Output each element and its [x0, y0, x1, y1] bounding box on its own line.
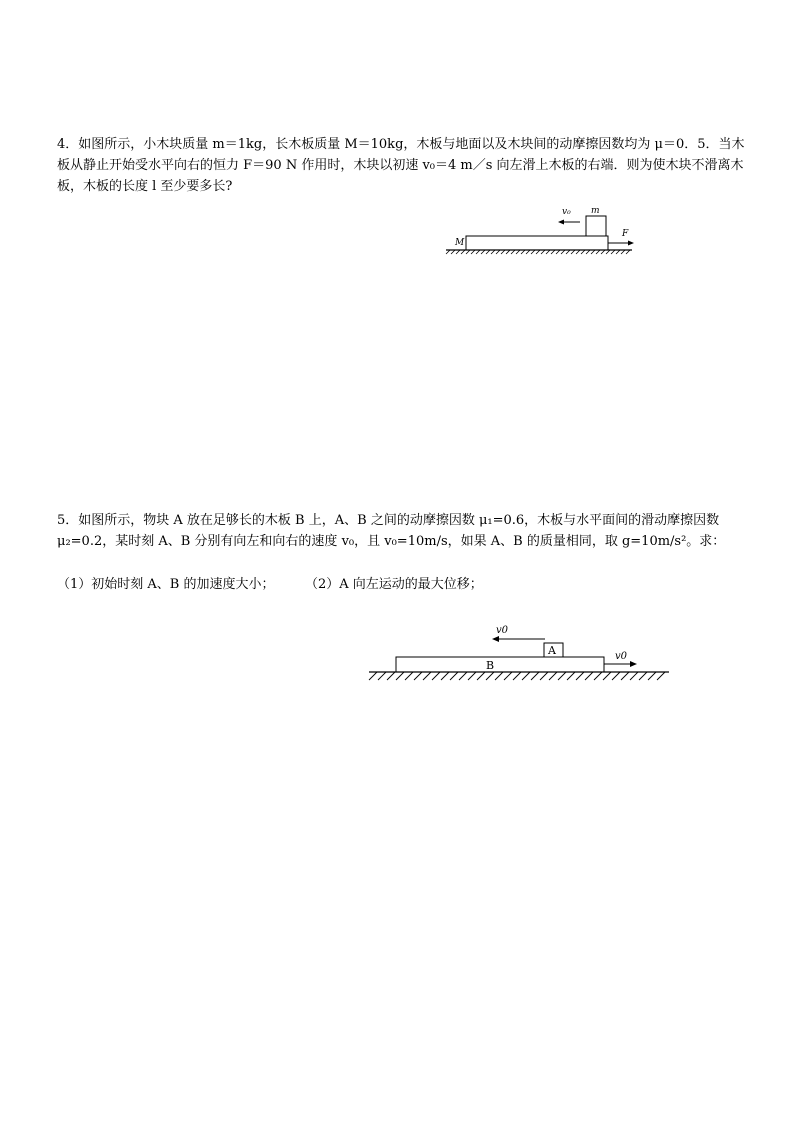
hatch-line — [576, 250, 580, 254]
label-F: F — [622, 229, 629, 239]
hatch-line — [556, 250, 560, 254]
hatch-line — [540, 672, 548, 680]
hatch-line — [621, 672, 629, 680]
hatch-line — [585, 672, 593, 680]
hatch-line — [521, 250, 525, 254]
small-block-m — [586, 216, 606, 236]
label-M: M — [455, 238, 465, 248]
hatch-line — [571, 250, 575, 254]
hatch-line — [471, 250, 475, 254]
hatch-line — [546, 250, 550, 254]
hatch-line — [513, 672, 521, 680]
hatch-line — [423, 672, 431, 680]
hatch-line — [459, 672, 467, 680]
hatch-line — [612, 672, 620, 680]
hatch-line — [596, 250, 600, 254]
hatch-line — [606, 250, 610, 254]
hatch-line — [486, 672, 494, 680]
force-arrow-F — [608, 241, 634, 246]
hatch-line — [511, 250, 515, 254]
long-board-M — [466, 236, 608, 250]
hatch-line — [396, 672, 404, 680]
label-m: m — [591, 206, 600, 216]
board-B — [396, 657, 604, 672]
hatch-line — [531, 672, 539, 680]
question-4-text: 4．如图所示，小木块质量 m＝1kg，长木板质量 M＝10kg，木板与地面以及木块间的动摩擦因数均为 μ＝0．5．当木板从静止开始受水平向右的恒力 F＝90 N 作用时，木块以初速 v₀＝4 m／s 向左滑上木板的右端．则为使木块不滑离木板，木板的长度 l 至少要多长? — [57, 137, 745, 194]
label-B: B — [486, 659, 495, 672]
hatch-line — [603, 672, 611, 680]
hatch-line — [639, 672, 647, 680]
question-4-figure — [440, 200, 640, 260]
hatch-line — [378, 672, 386, 680]
label-v0-left: v0 — [496, 625, 509, 636]
hatch-line — [369, 672, 377, 680]
hatch-line — [581, 250, 585, 254]
hatch-line — [481, 250, 485, 254]
ground-hatching — [446, 250, 632, 254]
hatch-line — [616, 250, 620, 254]
hatch-line — [586, 250, 590, 254]
hatch-line — [486, 250, 490, 254]
hatch-line — [630, 672, 638, 680]
hatch-line — [522, 672, 530, 680]
sub-question-2: （2）A 向左运动的最大位移； — [305, 577, 483, 592]
label-v0-right: v0 — [615, 651, 628, 662]
hatch-line — [567, 672, 575, 680]
hatch-line — [461, 250, 465, 254]
hatch-line — [576, 672, 584, 680]
hatch-line — [549, 672, 557, 680]
hatch-line — [541, 250, 545, 254]
hatch-line — [450, 672, 458, 680]
hatch-line — [551, 250, 555, 254]
hatch-line — [526, 250, 530, 254]
hatch-line — [611, 250, 615, 254]
sub-question-1: （1）初始时刻 A、B 的加速度大小； — [57, 577, 275, 592]
hatch-line — [601, 250, 605, 254]
hatch-line — [491, 250, 495, 254]
hatch-line — [531, 250, 535, 254]
hatch-line — [657, 672, 665, 680]
hatch-line — [506, 250, 510, 254]
label-A: A — [548, 644, 556, 657]
hatch-line — [626, 250, 630, 254]
hatch-line — [501, 250, 505, 254]
hatch-line — [441, 672, 449, 680]
hatch-line — [558, 672, 566, 680]
hatch-line — [405, 672, 413, 680]
label-v0: v₀ — [562, 207, 571, 217]
hatch-line — [566, 250, 570, 254]
velocity-arrow-left — [492, 636, 545, 642]
hatch-line — [456, 250, 460, 254]
ground-hatching — [369, 672, 669, 680]
hatch-line — [466, 250, 470, 254]
question-5-text: 5．如图所示，物块 A 放在足够长的木板 B 上，A、B 之间的动摩擦因数 μ₁=0.6，木板与水平面间的滑动摩擦因数 μ₂=0.2，某时刻 A、B 分别有向左和向右的速度 v₀，且 v₀=10m/s，如果 A、B 的质量相同，取 g=10m/s²。求： — [57, 513, 726, 549]
hatch-line — [561, 250, 565, 254]
hatch-line — [621, 250, 625, 254]
hatch-line — [496, 250, 500, 254]
hatch-line — [495, 672, 503, 680]
hatch-line — [516, 250, 520, 254]
hatch-line — [536, 250, 540, 254]
hatch-line — [414, 672, 422, 680]
question-5-figure — [365, 620, 675, 695]
hatch-line — [591, 250, 595, 254]
hatch-line — [594, 672, 602, 680]
hatch-line — [468, 672, 476, 680]
hatch-line — [446, 250, 450, 254]
hatch-line — [477, 672, 485, 680]
hatch-line — [504, 672, 512, 680]
velocity-arrow-v0 — [558, 220, 580, 225]
hatch-line — [451, 250, 455, 254]
hatch-line — [432, 672, 440, 680]
hatch-line — [387, 672, 395, 680]
hatch-line — [476, 250, 480, 254]
hatch-line — [648, 672, 656, 680]
